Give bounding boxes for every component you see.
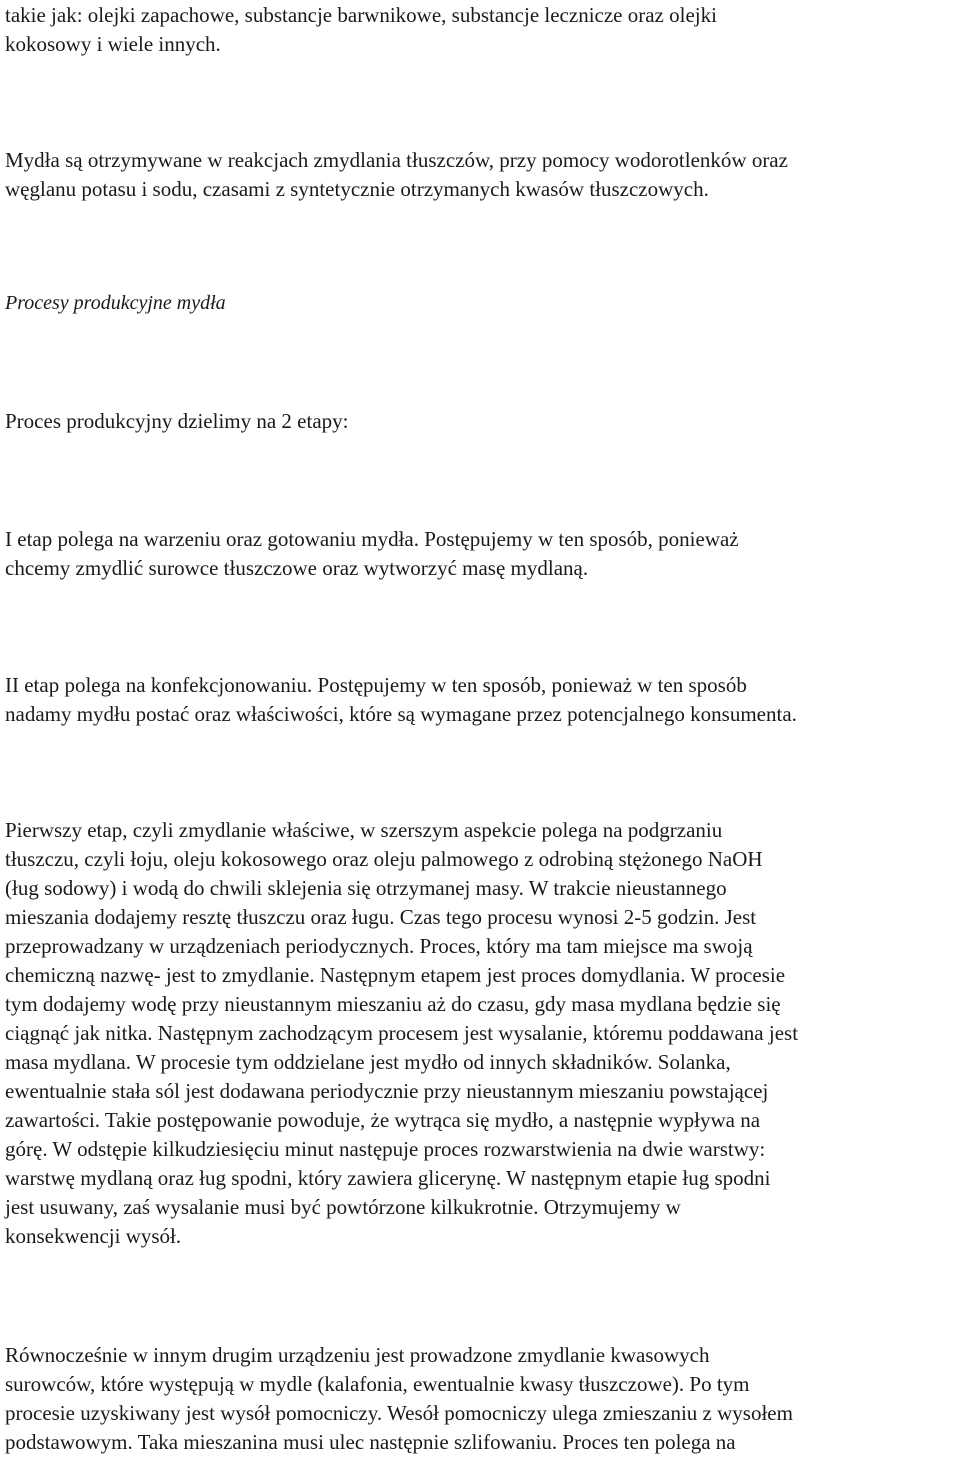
text-line: tłuszczu, czyli łoju, oleju kokosowego oraz oleju palmowego z odrobiną stężonego NaOH [5, 847, 763, 871]
text-line: I etap polega na warzeniu oraz gotowaniu mydła. Postępujemy w ten sposób, ponieważ [5, 527, 739, 551]
text-line: nadamy mydłu postać oraz właściwości, które są wymagane przez potencjalnego konsumenta. [5, 702, 797, 726]
text-line: takie jak: olejki zapachowe, substancje barwnikowe, substancje lecznicze oraz olejki [5, 3, 717, 27]
text-line: chemiczną nazwę- jest to zmydlanie. Następnym etapem jest proces domydlania. W procesie [5, 963, 786, 987]
text-line: chcemy zmydlić surowce tłuszczowe oraz wytworzyć masę mydlaną. [5, 556, 589, 580]
text-line: Proces produkcyjny dzielimy na 2 etapy: [5, 409, 349, 433]
paragraph-intro-continuation [5, 1, 957, 59]
text-line: zawartości. Takie postępowanie powoduje, że wytrąca się mydło, a następnie wypływa na [5, 1108, 761, 1132]
text-line: II etap polega na konfekcjonowaniu. Postępujemy w ten sposób, ponieważ w ten sposób [5, 673, 747, 697]
text-line: warstwę mydlaną oraz ług spodni, który zawiera glicerynę. W następnym etapie ług spodni [5, 1166, 771, 1190]
text-line: tym dodajemy wodę przy nieustannym mieszaniu aż do czasu, gdy masa mydlana będzie się [5, 992, 781, 1016]
text-line: (ług sodowy) i wodą do chwili sklejenia się otrzymanej masy. W trakcie nieustannego [5, 876, 727, 900]
text-line: masa mydlana. W procesie tym oddzielane jest mydło od innych składników. Solanka, [5, 1050, 731, 1074]
text-line: ciągnąć jak nitka. Następnym zachodzącym procesem jest wysalanie, któremu poddawana jest [5, 1021, 799, 1045]
paragraph-stages-intro [5, 407, 957, 436]
paragraph-stage-two [5, 671, 957, 729]
text-line: jest usuwany, zaś wysalanie musi być powtórzone kilkukrotnie. Otrzymujemy w [5, 1195, 681, 1219]
text-line: surowców, które występują w mydle (kalafonia, ewentualnie kwasy tłuszczowe). Po tym [5, 1372, 750, 1396]
paragraph-acid-saponification [5, 1341, 957, 1457]
text-line: Pierwszy etap, czyli zmydlanie właściwe, w szerszym aspekcie polega na podgrzaniu [5, 818, 723, 842]
paragraph-soap-production [5, 146, 957, 204]
text-line: węglanu potasu i sodu, czasami z syntetycznie otrzymanych kwasów tłuszczowych. [5, 177, 709, 201]
text-line: procesie uzyskiwany jest wysół pomocniczy. Wesół pomocniczy ulega zmieszaniu z wysołem [5, 1401, 793, 1425]
text-line: mieszania dodajemy resztę tłuszczu oraz ługu. Czas tego procesu wynosi 2-5 godzin. Jest [5, 905, 757, 929]
text-line: konsekwencji wysół. [5, 1224, 182, 1248]
text-line: ewentualnie stała sól jest dodawana periodycznie przy nieustannym mieszaniu powstającej [5, 1079, 769, 1103]
paragraph-stage-one [5, 525, 957, 583]
paragraph-first-stage-detail [5, 816, 957, 1251]
text-line: Mydła są otrzymywane w reakcjach zmydlania tłuszczów, przy pomocy wodorotlenków oraz [5, 148, 788, 172]
text-line: Równocześnie w innym drugim urządzeniu jest prowadzone zmydlanie kwasowych [5, 1343, 710, 1367]
text-line: kokosowy i wiele innych. [5, 32, 221, 56]
text-line: górę. W odstępie kilkudziesięciu minut następuje proces rozwarstwienia na dwie warstwy: [5, 1137, 766, 1161]
text-line: podstawowym. Taka mieszanina musi ulec następnie szlifowaniu. Proces ten polega na [5, 1430, 736, 1454]
text-line: przeprowadzany w urządzeniach periodycznych. Proces, który ma tam miejsce ma swoją [5, 934, 753, 958]
section-heading: Procesy produkcyjne mydła [5, 292, 226, 314]
